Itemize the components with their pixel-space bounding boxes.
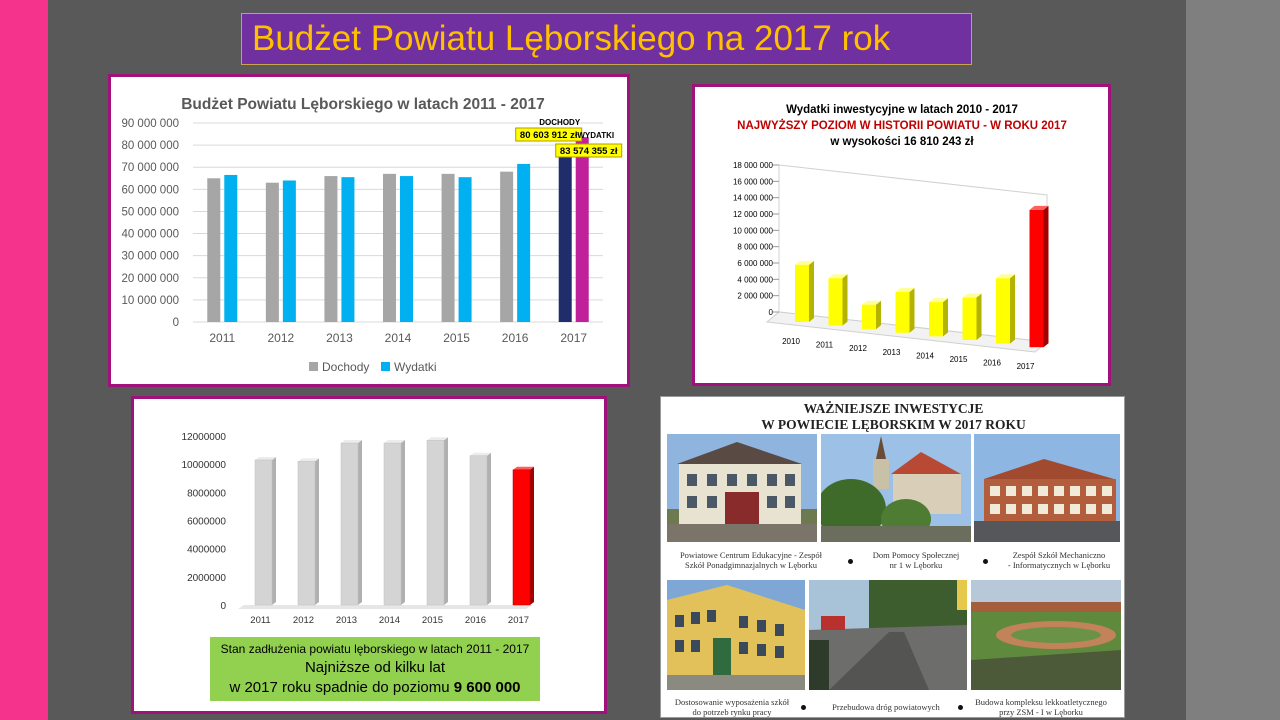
caption-3-line1: Zespół Szkół Mechaniczno [1012, 550, 1106, 560]
debt-note-box [210, 637, 540, 701]
chart3-ytick: 12000000 [181, 432, 226, 443]
caption-care-home [861, 550, 971, 570]
chart3-bar [255, 460, 272, 605]
chart1-legend-swatch-dochody [309, 362, 318, 371]
caption-mechanical-school [995, 550, 1123, 570]
chart2-ytick: 18 000 000 [732, 161, 773, 170]
chart2-bar [896, 292, 910, 333]
investment-chart-panel [692, 84, 1111, 386]
chart2-ytick: 2 000 000 [737, 291, 773, 301]
chart2-subtitle: NAJWYŻSZY POZIOM W HISTORII POWIATU - W ROKU 2017 [737, 120, 1067, 132]
caption-bullet-2 [848, 559, 853, 564]
chart2-xtick: 2013 [882, 347, 901, 357]
chart2-bar-side [943, 298, 948, 336]
photo-athletics-complex [971, 580, 1121, 690]
chart2-bar-side [876, 301, 881, 330]
chart1-ytick: 80 000 000 [121, 140, 179, 153]
chart3-xtick: 2016 [464, 615, 487, 626]
chart3-bar [298, 461, 315, 605]
chart3-xtick: 2013 [335, 615, 358, 626]
chart2-bar [1030, 210, 1044, 347]
chart2-bar [795, 265, 809, 322]
photo-road-reconstruction [809, 580, 967, 690]
chart1-xtick: 2011 [209, 331, 236, 345]
chart2-subtitle2: w wysokości 16 810 243 zł [830, 136, 974, 148]
chart1-legend-wydatki: Wydatki [394, 360, 437, 374]
chart1-xtick: 2017 [560, 331, 588, 345]
debt-note-line3 [210, 679, 540, 696]
chart3-ytick: 4000000 [187, 544, 226, 556]
chart3-bar-side [315, 458, 319, 605]
caption-2-line1: Dom Pomocy Społecznej [872, 550, 960, 560]
chart1-bar-dochody [383, 174, 396, 322]
caption-2-line2: nr 1 w Lęborku [889, 560, 943, 570]
chart3-xtick: 2017 [507, 615, 530, 626]
caption-6-line1: Budowa kompleksu lekkoatletycznego [975, 697, 1107, 707]
chart3-bar-side [444, 437, 448, 605]
chart3-bar [470, 456, 487, 605]
chart1-ytick: 90 000 000 [121, 118, 179, 130]
chart1-bar-wydatki [517, 164, 530, 322]
chart2-xtick: 2015 [949, 355, 968, 364]
chart1-legend-dochody: Dochody [322, 360, 370, 374]
chart3-ytick: 0 [220, 601, 226, 612]
slide-title [241, 13, 972, 65]
slide-title-text: Budżet Powiatu Lęborskiego na 2017 rok [252, 19, 891, 58]
budget-chart [111, 77, 627, 384]
chart2-xtick: 2010 [782, 337, 800, 346]
chart1-ytick: 30 000 000 [121, 250, 179, 263]
chart1-annotation-wydatki-label: WYDATKI [577, 131, 615, 140]
chart2-bar-side [809, 261, 814, 322]
chart2-title: Wydatki inwestycyjne w latach 2010 - 2017 [786, 104, 1018, 116]
chart3-bar-side [487, 453, 491, 605]
chart1-ytick: 60 000 000 [121, 184, 179, 197]
chart2-ytick: 14 000 000 [732, 193, 773, 203]
chart1-ytick: 0 [172, 317, 179, 329]
chart3-bar [513, 470, 530, 605]
debt-note-line2: Najniższe od kilku lat [304, 659, 446, 676]
caption-1-line2: Szkół Ponadgimnazjalnych w Lęborku [685, 560, 817, 570]
chart2-ytick: 10 000 000 [732, 226, 773, 236]
chart1-ytick: 40 000 000 [121, 228, 179, 241]
chart3-xtick: 2012 [292, 615, 315, 626]
caption-4-line1: Dostosowanie wyposażenia szkół [674, 697, 790, 707]
chart3-bar [341, 443, 358, 605]
chart1-bar-wydatki [400, 176, 413, 322]
caption-1-line1: Powiatowe Centrum Edukacyjne - Zespół [679, 550, 823, 560]
chart2-ytick: 6 000 000 [737, 259, 773, 268]
chart2-bar [996, 278, 1010, 343]
chart1-bar-wydatki [283, 180, 296, 322]
chart2-ytick: 12 000 000 [732, 210, 773, 219]
investments-title [661, 401, 1125, 433]
chart1-bar-dochody [500, 172, 513, 322]
caption-road-reconstruction [811, 702, 961, 712]
chart1-xtick: 2013 [326, 331, 353, 345]
chart2-xtick: 2011 [815, 340, 834, 350]
chart1-xtick: 2012 [267, 331, 295, 345]
chart1-bar-dochody [266, 183, 279, 322]
chart3-bar [384, 443, 401, 605]
caption-bullet-5 [801, 705, 806, 710]
chart3-bar-side [401, 440, 405, 605]
chart1-bar-wydatki [224, 175, 237, 322]
chart2-bar-side [910, 288, 915, 333]
chart3-ytick: 2000000 [187, 572, 226, 584]
chart3-xtick: 2015 [421, 615, 444, 626]
caption-5-line1: Przebudowa dróg powiatowych [832, 702, 940, 712]
chart2-bar-side [843, 274, 848, 325]
debt-note-line3-value: 9 600 000 [453, 679, 521, 696]
chart2-bar [929, 302, 943, 336]
chart3-bar-side [530, 467, 534, 605]
chart1-bar-dochody [324, 176, 337, 322]
chart1-bar-dochody [207, 178, 220, 322]
right-gray-stripe [1186, 0, 1280, 720]
chart2-ytick: 4 000 000 [737, 275, 773, 285]
chart2-bar-side [1010, 274, 1015, 343]
chart2-xtick: 2014 [916, 351, 934, 361]
chart1-bar-wydatki [576, 137, 589, 322]
chart1-xtick: 2015 [443, 331, 470, 345]
chart1-legend-swatch-wydatki [381, 362, 390, 371]
photo-mechanical-school [974, 434, 1120, 542]
chart2-bar [829, 278, 843, 325]
debt-note-line1: Stan zadłużenia powiatu lęborskiego w latach 2011 - 2017 [220, 642, 530, 656]
chart3-bar-side [358, 440, 362, 605]
caption-bullet-3 [983, 559, 988, 564]
chart2-bar [963, 298, 977, 340]
investments-title-line2: W POWIECIE LĘBORSKIM W 2017 ROKU [761, 417, 1026, 432]
chart3-bar-side [272, 457, 276, 605]
chart1-ytick: 10 000 000 [121, 294, 179, 307]
chart2-xtick: 2016 [983, 358, 1001, 368]
debt-note-line3-prefix: w 2017 roku spadnie do poziomu [229, 679, 454, 696]
caption-6-line2: przy ZSM - I w Lęborku [999, 707, 1083, 717]
investments-panel [660, 396, 1125, 718]
chart3-ytick: 8000000 [187, 488, 226, 500]
chart1-annotation-wydatki-value: 83 574 355 zł [559, 146, 618, 157]
chart1-bar-dochody [442, 174, 455, 322]
chart2-xtick: 2012 [849, 344, 867, 354]
chart1-bar-wydatki [341, 177, 354, 322]
chart3-xtick: 2011 [250, 615, 271, 626]
chart3-xtick: 2014 [378, 615, 401, 626]
chart1-ytick: 20 000 000 [121, 272, 179, 285]
chart2-ytick: 0 [768, 308, 773, 317]
caption-education-center [667, 550, 835, 570]
caption-4-line2: do potrzeb rynku pracy [692, 707, 772, 717]
chart1-ytick: 50 000 000 [121, 206, 179, 219]
caption-3-line2: - Informatycznych w Lęborku [1007, 560, 1111, 570]
chart3-ytick: 6000000 [187, 516, 226, 528]
chart2-ytick: 16 000 000 [732, 177, 773, 187]
investment-chart [695, 87, 1108, 383]
left-accent-stripe [0, 0, 48, 720]
debt-chart-panel [131, 396, 607, 714]
chart1-xtick: 2014 [384, 331, 412, 345]
chart2-bar-side [977, 294, 982, 340]
photo-school-equipment [667, 580, 805, 690]
chart1-ytick: 70 000 000 [121, 162, 179, 175]
investments-title-line1: WAŻNIEJSZE INWESTYCJE [803, 401, 984, 416]
chart1-bar-wydatki [459, 177, 472, 322]
chart2-bar-side [1044, 206, 1049, 347]
caption-school-equipment [665, 697, 799, 717]
chart1-title: Budżet Powiatu Lęborskiego w latach 2011 - 2017 [181, 96, 545, 113]
caption-athletics-complex [961, 697, 1121, 717]
chart1-annotation-dochody-label: DOCHODY [539, 118, 581, 127]
chart1-xtick: 2016 [501, 331, 529, 345]
chart1-annotation-dochody-value: 80 603 912 zł [519, 130, 578, 141]
chart3-bar [427, 440, 444, 605]
chart2-bar [862, 305, 876, 330]
chart1-bar-dochody [559, 144, 572, 322]
budget-chart-panel [108, 74, 630, 387]
chart2-xtick: 2017 [1016, 362, 1035, 372]
photo-care-home [821, 434, 971, 542]
chart2-ytick: 8 000 000 [737, 242, 773, 252]
photo-education-center [667, 434, 817, 542]
chart3-floor [238, 605, 532, 609]
chart3-ytick: 10000000 [181, 460, 226, 472]
